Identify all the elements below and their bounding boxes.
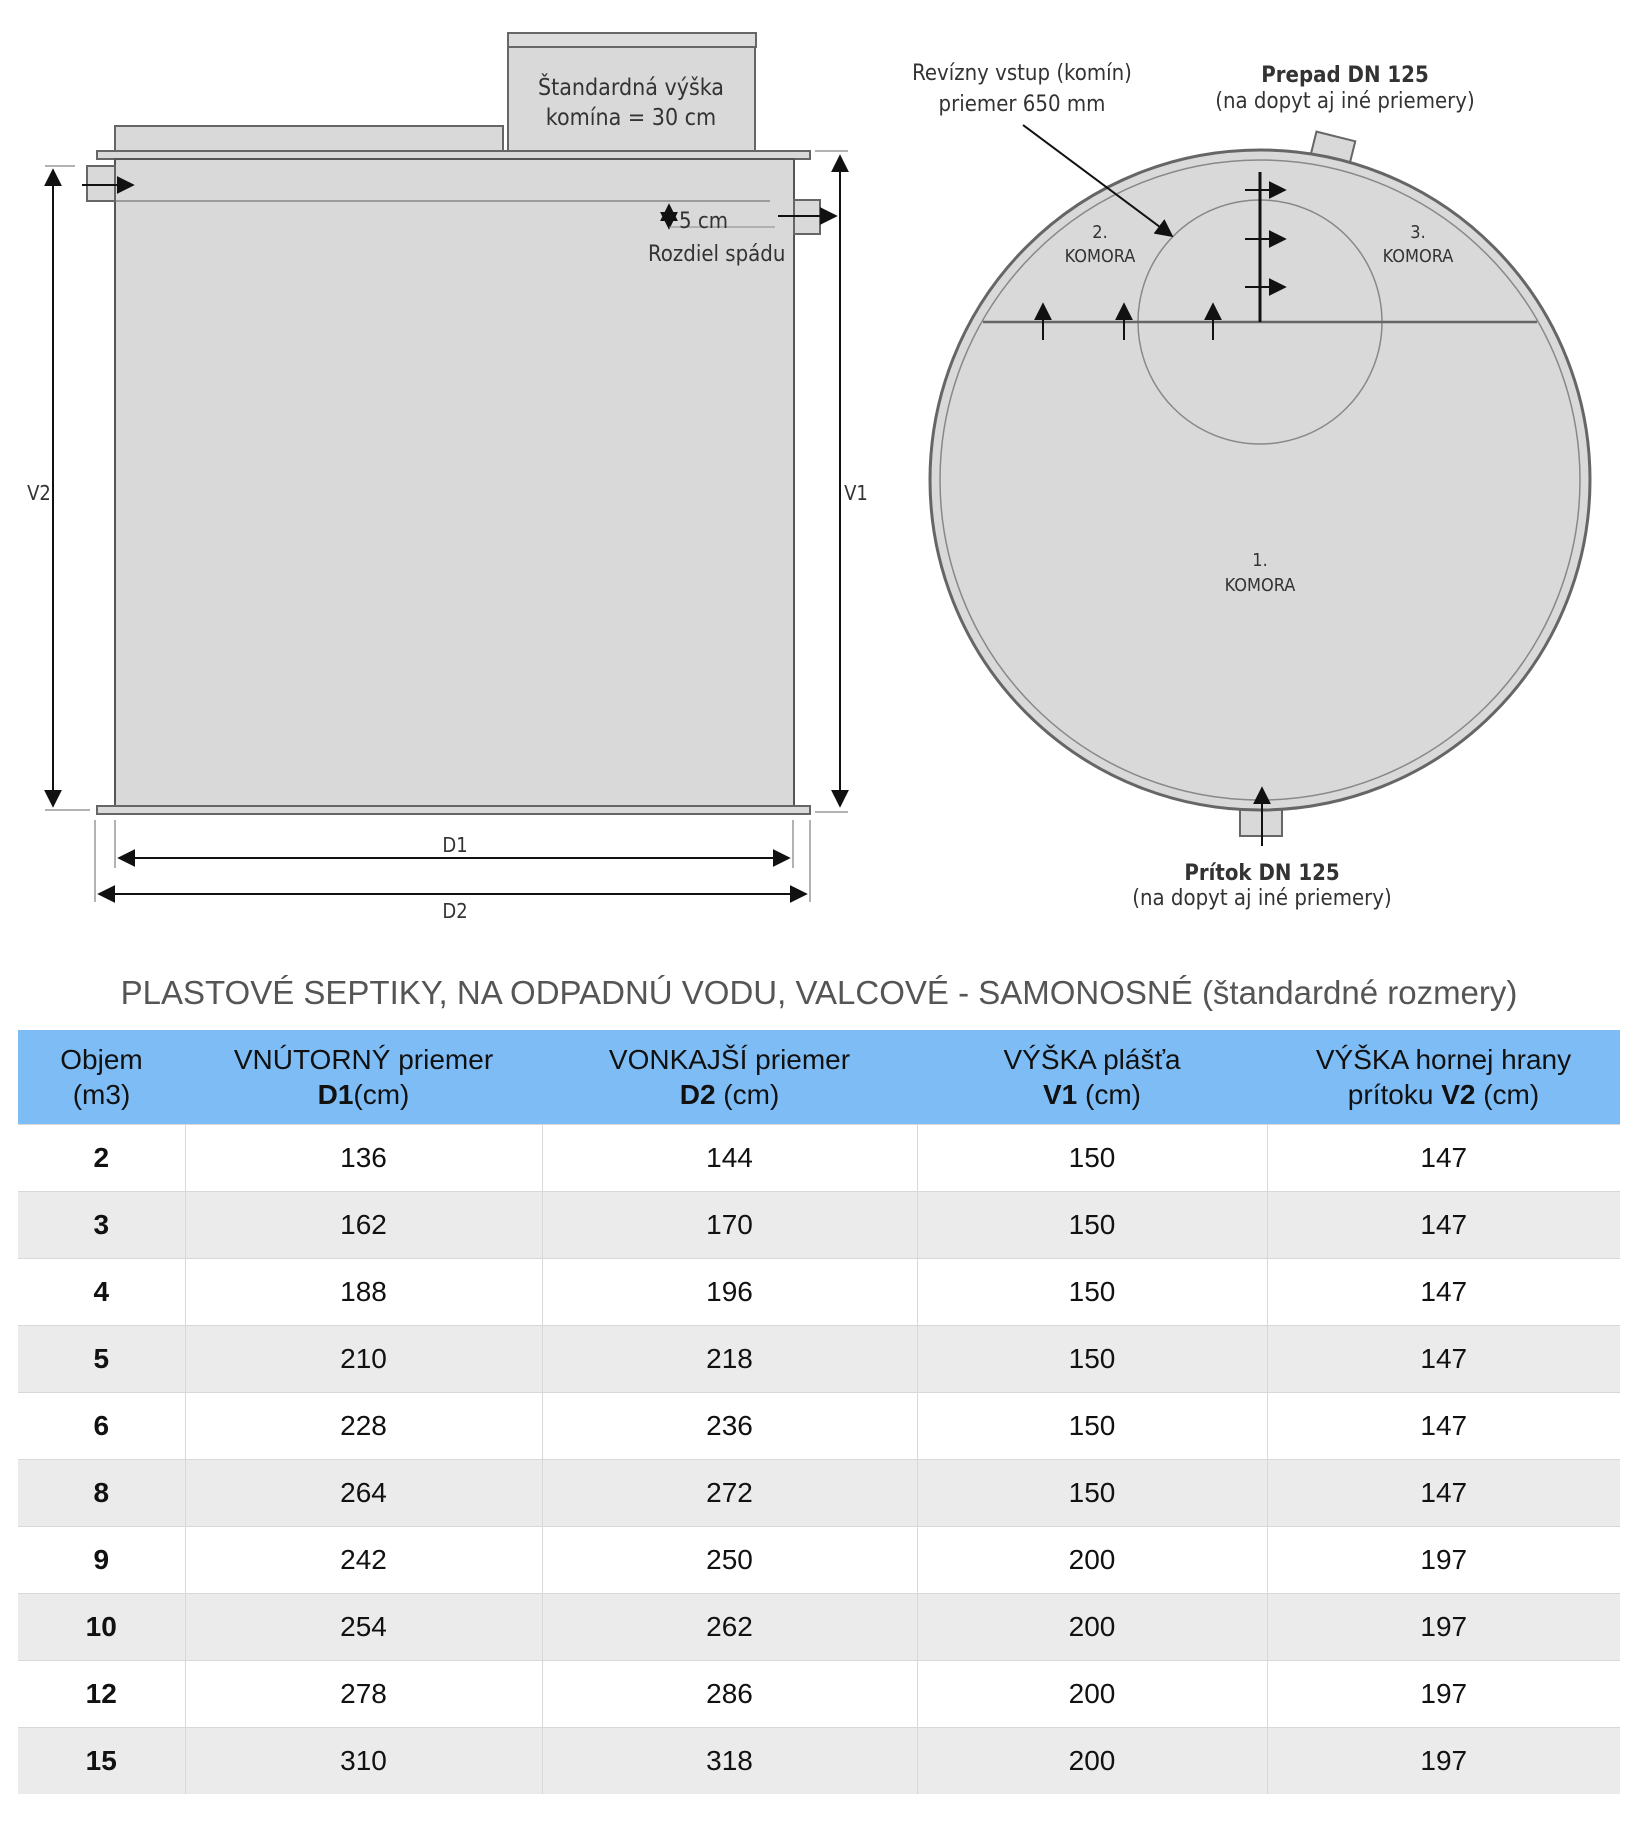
table-cell: 254 (185, 1594, 542, 1661)
table-cell: 200 (917, 1661, 1267, 1728)
table-cell: 272 (542, 1460, 917, 1527)
inflow-note: (na dopyt aj iné priemery) (1132, 886, 1392, 911)
bottom-flange (97, 806, 810, 814)
overflow-note: (na dopyt aj iné priemery) (1215, 89, 1475, 114)
cell-volume: 3 (18, 1192, 185, 1259)
header-symbol: V1 (1042, 1079, 1078, 1110)
table-cell: 228 (185, 1393, 542, 1460)
cell-volume: 15 (18, 1728, 185, 1795)
table-cell: 278 (185, 1661, 542, 1728)
table-row (18, 1393, 1620, 1460)
table-row (18, 1192, 1620, 1259)
overflow-title: Prepad DN 125 (1261, 63, 1429, 88)
chamber3-number: 3. (1410, 222, 1426, 243)
top-flange (97, 151, 810, 159)
table-cell: 310 (185, 1728, 542, 1795)
table-cell: 264 (185, 1460, 542, 1527)
table-row (18, 1326, 1620, 1393)
table-cell: 197 (1267, 1527, 1620, 1594)
table-cell: 150 (917, 1326, 1267, 1393)
table-row (18, 1527, 1620, 1594)
inlet-pipe (87, 166, 115, 201)
table-row (18, 1125, 1620, 1192)
header-volume (18, 1030, 185, 1125)
header-line1: VNÚTORNÝ priemer (233, 1044, 494, 1075)
chamber1-number: 1. (1252, 550, 1268, 571)
header-outer-diameter (542, 1030, 917, 1125)
table-cell: 210 (185, 1326, 542, 1393)
top-view (912, 61, 1590, 911)
table-cell: 147 (1267, 1460, 1620, 1527)
cell-volume: 5 (18, 1326, 185, 1393)
table-cell: 147 (1267, 1393, 1620, 1460)
table-cell: 147 (1267, 1326, 1620, 1393)
header-unit: (cm) (1475, 1079, 1540, 1110)
side-view (27, 33, 868, 923)
table-row (18, 1728, 1620, 1795)
label-d1: D1 (442, 833, 468, 857)
cell-volume: 4 (18, 1259, 185, 1326)
header-line1: Objem (60, 1044, 143, 1075)
table-cell: 147 (1267, 1259, 1620, 1326)
header-inflow-height (1267, 1030, 1620, 1125)
table-cell: 197 (1267, 1728, 1620, 1795)
label-d2: D2 (442, 899, 468, 923)
cell-volume: 8 (18, 1460, 185, 1527)
table-cell: 144 (542, 1125, 917, 1192)
table-cell: 197 (1267, 1661, 1620, 1728)
header-unit: (cm) (715, 1079, 780, 1110)
table-title: PLASTOVÉ SEPTIKY, NA ODPADNÚ VODU, VALCOVÉ - SAMONOSNÉ (štandardné rozmery) (120, 974, 1518, 1011)
table-row (18, 1460, 1620, 1527)
table-cell: 147 (1267, 1192, 1620, 1259)
chimney-label-line1: Štandardná výška (538, 75, 724, 101)
header-line1: VONKAJŠÍ priemer (608, 1044, 851, 1075)
table-cell: 200 (917, 1594, 1267, 1661)
header-unit: (cm) (353, 1079, 410, 1110)
cell-volume: 10 (18, 1594, 185, 1661)
header-line2: prítoku (1347, 1079, 1442, 1110)
drop-value: 5 cm (679, 209, 729, 234)
cell-volume: 2 (18, 1125, 185, 1192)
table-cell: 200 (917, 1728, 1267, 1795)
table-cell: 188 (185, 1259, 542, 1326)
header-symbol: D1 (317, 1079, 354, 1110)
table-cell: 250 (542, 1527, 917, 1594)
table-header-row (18, 1030, 1620, 1125)
table-cell: 318 (542, 1728, 917, 1795)
table-cell: 218 (542, 1326, 917, 1393)
header-unit: (cm) (1077, 1079, 1141, 1110)
cell-volume: 9 (18, 1527, 185, 1594)
inflow-title: Prítok DN 125 (1184, 861, 1340, 886)
chamber2-number: 2. (1092, 222, 1108, 243)
table-row (18, 1594, 1620, 1661)
table-cell: 286 (542, 1661, 917, 1728)
table-cell: 150 (917, 1125, 1267, 1192)
label-v2: V2 (27, 481, 51, 505)
label-v1: V1 (844, 481, 868, 505)
dimensions-table (18, 1030, 1620, 1794)
chamber1-label: KOMORA (1224, 575, 1296, 596)
table-row (18, 1259, 1620, 1326)
table-cell: 197 (1267, 1594, 1620, 1661)
table-cell: 200 (917, 1527, 1267, 1594)
table-cell: 150 (917, 1192, 1267, 1259)
table-cell: 262 (542, 1594, 917, 1661)
chimney-cap (508, 33, 756, 47)
inspection-label-line1: Revízny vstup (komín) (912, 61, 1132, 86)
table-row (18, 1661, 1620, 1728)
header-shell-height (917, 1030, 1267, 1125)
drop-label: Rozdiel spádu (648, 242, 786, 267)
header-symbol: V2 (1441, 1079, 1476, 1110)
table-cell: 136 (185, 1125, 542, 1192)
table-cell: 236 (542, 1393, 917, 1460)
inspection-label-line2: priemer 650 mm (938, 92, 1106, 117)
chimney-label-line2: komína = 30 cm (545, 105, 717, 131)
table-cell: 196 (542, 1259, 917, 1326)
table-body (18, 1125, 1620, 1795)
cell-volume: 6 (18, 1393, 185, 1460)
table-cell: 150 (917, 1259, 1267, 1326)
table-cell: 170 (542, 1192, 917, 1259)
cell-volume: 12 (18, 1661, 185, 1728)
header-line1: VÝŠKA hornej hrany (1315, 1044, 1572, 1075)
header-inner-diameter (185, 1030, 542, 1125)
header-line1: VÝŠKA plášťa (1003, 1044, 1181, 1075)
table-cell: 162 (185, 1192, 542, 1259)
table-cell: 147 (1267, 1125, 1620, 1192)
tank-lid (115, 126, 503, 152)
chamber3-label: KOMORA (1382, 246, 1454, 267)
chamber2-label: KOMORA (1064, 246, 1136, 267)
table-cell: 150 (917, 1460, 1267, 1527)
table-cell: 150 (917, 1393, 1267, 1460)
header-symbol: D2 (679, 1079, 716, 1110)
header-line2: (m3) (72, 1079, 131, 1110)
table-cell: 242 (185, 1527, 542, 1594)
